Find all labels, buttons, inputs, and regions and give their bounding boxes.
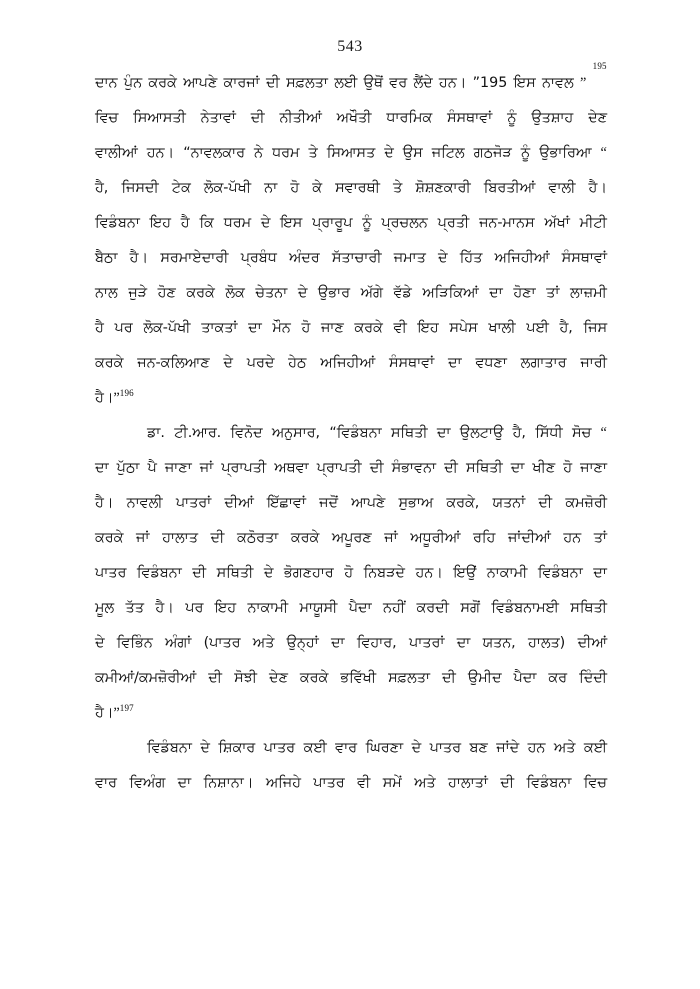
word: ਇਹ: [417, 320, 439, 336]
word: ਰਹਿ: [473, 530, 496, 546]
word: ਕਮਜ਼ੋਰੀ: [565, 495, 607, 511]
word: ਦੀ: [208, 670, 222, 686]
word: ਚੇਤਨਾ: [255, 285, 288, 301]
word: ਕਰਕੇ: [299, 670, 329, 686]
word: ਅਜਿਹੀਆਂ: [320, 355, 376, 371]
word: ਕੇ: [312, 180, 322, 196]
word: ਲੋਕ-ਪੱਖੀ: [143, 320, 191, 336]
word: ਲਈ: [334, 75, 358, 91]
page-body: [95, 61, 607, 801]
word: ਕਈ: [583, 740, 607, 756]
word: ਵਾਲੀਆਂ: [95, 145, 138, 161]
word: ਵਰ: [389, 75, 408, 91]
word: ਘਿਰਣਾ: [365, 740, 404, 756]
word: ਕਰਕੇ: [95, 530, 124, 546]
word: ਉਭਾਰਿਆ: [539, 145, 592, 161]
word: ਦੇ: [95, 635, 105, 651]
word: ਸਵਾਰਥੀ: [335, 180, 380, 196]
word: ਤੱਤ: [125, 600, 144, 616]
word: ਹਨ।: [415, 565, 443, 581]
word: ਅਥਵਾ: [274, 460, 309, 476]
line-text: ਹੈ।: [95, 390, 114, 406]
word: ਉਨ੍ਹਾਂ: [286, 635, 319, 651]
word: ਨੇਤਾਵਾਂ: [200, 110, 236, 126]
footnote-marker: 195: [592, 61, 607, 71]
word: ਵਿਹਾਰ,: [356, 635, 397, 651]
word: ਕਰਕੇ: [148, 75, 177, 91]
word: ਸਪੇਸ: [449, 320, 478, 336]
word: ਪੈਦਾ: [348, 600, 372, 616]
word: ਦੀਆਂ: [577, 635, 607, 651]
close-quote: ”: [113, 705, 120, 721]
word: ਟੀ.ਆਰ.: [174, 425, 222, 441]
word: ਦਾ: [330, 635, 345, 651]
word: ਨਹੀਂ: [383, 600, 406, 616]
word: ਜਾਣਾ: [580, 460, 607, 476]
word: ਹੋ: [290, 180, 300, 196]
text-line: [95, 346, 607, 381]
word: ਸਿਆਸਤੀ: [133, 110, 186, 126]
word: ਵੱਡੇ: [393, 285, 412, 301]
word: ਤਾਂ: [593, 530, 607, 546]
word: ਜਾਂ: [136, 530, 150, 546]
word: ਸਥਿਤੀ: [216, 565, 254, 581]
word: ਪਈ: [526, 320, 549, 336]
word: ਦੇ: [223, 355, 233, 371]
word: ਦੀ: [444, 460, 458, 476]
word: ਵਿਡੰਬਨਾ: [537, 565, 583, 581]
word: ਨੂੰ: [362, 215, 372, 231]
word: ਟੇਕ: [171, 180, 191, 196]
word: ਸਿਆਸਤ: [326, 145, 376, 161]
word: ਦੀ: [500, 775, 515, 791]
word: ਦਾ: [436, 425, 451, 441]
word: “ਨਾਵਲਕਾਰ: [183, 145, 245, 161]
word: ਸਫ਼ਲਤਾ: [286, 75, 328, 91]
word: ਵਿਭਿੰਨ: [116, 635, 153, 651]
word: ਕਠੋਰਤਾ: [236, 530, 279, 546]
word: ਨਾਵਲੀ: [126, 495, 163, 511]
paragraph-3: [95, 731, 607, 801]
word: ਹੈ,: [95, 180, 109, 196]
word: ਦੀ: [369, 460, 384, 476]
word: ਸੱਤਾਚਾਰੀ: [331, 250, 382, 266]
word: ਦੀਆਂ: [224, 495, 254, 511]
word: ਉਭਾਰ: [317, 285, 350, 301]
word: ਪੁੰਨ: [123, 75, 143, 91]
word: ਨਾਕਾਮੀ: [486, 565, 528, 581]
text-line: [95, 451, 607, 486]
word: ਦਾ: [456, 635, 471, 651]
word: ਸ਼ੋਸ਼ਣਕਾਰੀ: [415, 180, 471, 196]
word: ਬਣ: [469, 740, 488, 756]
text-line: [95, 661, 607, 696]
word: ਵਧਣਾ: [475, 355, 507, 371]
word: ਸਫ਼ਲਤਾ: [388, 670, 430, 686]
word: ਵਿਡੰਬਨਾ: [95, 215, 140, 231]
text-line: [95, 626, 607, 661]
word: ਅਨੁਸਾਰ,: [271, 425, 321, 441]
word: ਇਉਂ: [453, 565, 477, 581]
word: ਕਰਕੇ: [354, 320, 383, 336]
word: ਵਿਨੋਦ: [230, 425, 263, 441]
close-quote: ”: [579, 75, 587, 91]
word: ਹਾਲਾਤਾਂ: [448, 775, 488, 791]
word: ਜਾਣਾ: [164, 460, 192, 476]
word: ਅੱਖਾਂ: [544, 215, 570, 231]
word: ਹੋ: [563, 460, 572, 476]
word: ਉਥੋਂ: [363, 75, 383, 91]
text-line: [95, 591, 607, 626]
text-line: [95, 521, 607, 556]
word: ਹੈ: [180, 215, 190, 231]
word: ਇੱਛਾਵਾਂ: [267, 495, 306, 511]
line-text: ਹੈ।: [95, 705, 114, 721]
word: ਉਲਟਾਉ: [459, 425, 504, 441]
word: ਪਾਤਰ: [313, 775, 345, 791]
word: ਉਤਸ਼ਾਹ: [531, 110, 574, 126]
word: ਸਥਿਤੀ: [465, 460, 503, 476]
word: ਤੇ: [308, 145, 318, 161]
word: ਵਿਡੰਬਨਾ: [136, 565, 182, 581]
word: ਹਾਲਾਤ: [162, 530, 198, 546]
word: ਤੇ: [393, 180, 403, 196]
word: ਤਾਕਤਾਂ: [201, 320, 238, 336]
word: ਜਾਰੀ: [580, 355, 607, 371]
word: “ਵਿਡੰਬਨਾ: [329, 425, 382, 441]
word: ਹੈ।: [155, 600, 174, 616]
word: ਪਰ: [114, 320, 133, 336]
word: ਵਿਡੰਬਨਾ: [526, 775, 572, 791]
word: ਪਰ: [185, 600, 204, 616]
text-line: [95, 101, 607, 136]
word: ਕਾਰਜਾਂ: [223, 75, 260, 91]
word: ਵਿਅੰਗ: [129, 775, 166, 791]
word: ਅਜਿਹੀਆਂ: [494, 250, 550, 266]
word: ਨਿਬੜਦੇ: [363, 565, 405, 581]
text-line-last: [95, 381, 607, 416]
word: ਕਰਕੇ: [290, 530, 320, 546]
word: ਅਧੂਰੀਆਂ: [410, 530, 461, 546]
word: ਵਿਚ: [583, 775, 607, 791]
word: ਹੋ: [301, 320, 311, 336]
word: ਪੈਦਾ: [513, 670, 537, 686]
word: ਧਰਮ: [223, 215, 251, 231]
word: ਮੂਲ: [95, 600, 115, 616]
word: ਪੈ: [147, 460, 157, 476]
word: ਹੇਠ: [288, 355, 307, 371]
word: ਜਦੋਂ: [319, 495, 338, 511]
word: ਹਾਲਤ): [528, 635, 566, 651]
word: ਨਾਲ: [95, 285, 118, 301]
word: ਦਾ: [95, 460, 109, 476]
word: ਹੋਣ: [157, 285, 176, 301]
word: ਨੇ: [254, 145, 263, 161]
word: ਡਾ.: [147, 425, 165, 441]
word: ਪ੍ਰਾਪਤੀ: [316, 460, 362, 476]
word: ਭਵਿੱਖੀ: [340, 670, 377, 686]
word: ਅਤੇ: [553, 740, 576, 756]
word: ਵਾਰ: [95, 775, 117, 791]
word: ਇਸ: [513, 75, 536, 91]
word: ਨਾਵਲ: [541, 75, 574, 91]
word: ਕਈ: [303, 740, 327, 756]
word: ਦਾ: [177, 775, 192, 791]
word: ਲੋਕ-ਪੱਖੀ: [203, 180, 252, 196]
word: ਸੰਸਥਾਵਾਂ: [561, 250, 607, 266]
word: ਕਰ: [548, 670, 568, 686]
word: ਸੋਝੀ: [234, 670, 257, 686]
word: ਨਾਕਾਮੀ: [247, 600, 289, 616]
word: ਪਰਦੇ: [246, 355, 275, 371]
word: ਮੀਟੀ: [579, 215, 607, 231]
word: ਲਗਾਤਾਰ: [520, 355, 567, 371]
word: ਨਾ: [264, 180, 278, 196]
word: ਸੰਸਥਾਵਾਂ: [388, 355, 435, 371]
open-quote: “: [600, 145, 607, 161]
word: ਸੋਚ: [572, 425, 592, 441]
word: ਲੋਕ: [225, 285, 245, 301]
word: ਜਾਣ: [320, 320, 344, 336]
word: ਕਰਦੀ: [416, 600, 449, 616]
word: ਜਨ-ਮਾਨਸ: [479, 215, 535, 231]
word: ਬੈਠਾ: [95, 250, 118, 266]
word: ਅੰਗਾਂ: [164, 635, 192, 651]
word: ਯਤਨ,: [482, 635, 516, 651]
word: ਹੈ।: [129, 250, 149, 266]
word: ਅਤੇ: [252, 635, 275, 651]
word: ਵਿਡੰਬਨਾ: [147, 740, 192, 756]
word: ਕਰਕੇ: [186, 285, 215, 301]
word: ਪਾਤਰਾਂ: [175, 495, 212, 511]
word: ਜਟਿਲ: [431, 145, 465, 161]
word: ਭੋਗਣਹਾਰ: [283, 565, 334, 581]
word: ਸਮੇਂ: [382, 775, 402, 791]
word: ਆਪਣੇ: [183, 75, 218, 91]
word: ਦਾ: [448, 355, 462, 371]
word: ਉਮੀਦ: [467, 670, 502, 686]
word: ਵਾਰ: [335, 740, 358, 756]
word: ਪ੍ਰਾਰੂਪ: [312, 215, 353, 231]
word: ਮੌਨ: [272, 320, 291, 336]
word: ਕਰਕੇ,: [446, 495, 480, 511]
word: ਪੁੱਠਾ: [116, 460, 140, 476]
word: ਅਤੇ: [414, 775, 436, 791]
word: ਪਾਤਰ: [429, 740, 461, 756]
word: ਹੈ,: [559, 320, 573, 336]
word: ਲੈਂਦੇ: [413, 75, 433, 91]
word: ਤਾਂ: [546, 285, 560, 301]
text-line: [95, 486, 607, 521]
paragraph-2: [95, 416, 607, 731]
word: ਨੀਤੀਆਂ: [279, 110, 322, 126]
word: ਦੀ: [192, 565, 207, 581]
word: (ਪਾਤਰ: [203, 635, 241, 651]
word: ਦਾ: [248, 320, 262, 336]
word: ਆਪਣੇ: [351, 495, 386, 511]
text-line-last: [95, 696, 607, 731]
word: ”195: [472, 75, 508, 91]
word: ਸ਼ਿਕਾਰ: [218, 740, 256, 756]
word: ਅੜਿਕਿਆਂ: [422, 285, 479, 301]
word: ਉਸ: [402, 145, 423, 161]
word: ਪ੍ਰਾਪਤੀ: [221, 460, 267, 476]
word: ਵਾਲੀ: [548, 180, 576, 196]
word: ਦੇ: [263, 565, 274, 581]
word: ਪਾਤਰਾਂ: [409, 635, 445, 651]
text-line: [95, 61, 607, 101]
word: ਸੁਭਾਅ: [398, 495, 434, 511]
word: ਵੀ: [357, 775, 371, 791]
word: ਕਰਕੇ: [95, 355, 124, 371]
word: ਸਥਿਤੀ: [570, 600, 607, 616]
word: ਹਿੱਤ: [459, 250, 483, 266]
word: ਜਾਂਦੀਆਂ: [507, 530, 551, 546]
word: ਹੈ,: [512, 425, 526, 441]
word: ਸਰਮਾਏਦਾਰੀ: [160, 250, 229, 266]
word: ਪਾਤਰ: [263, 740, 296, 756]
word: ਸੰਭਾਵਨਾ: [391, 460, 436, 476]
word: ਦੇ: [384, 145, 394, 161]
word: ਨੂੰ: [520, 145, 531, 161]
word: ਜਾਂ: [199, 460, 214, 476]
word: ਪਾਤਰ: [95, 565, 127, 581]
word: ਅਪੂਰਣ: [331, 530, 372, 546]
word: ਦੇਣ: [588, 110, 607, 126]
word: ਧਾਰਮਿਕ: [386, 110, 433, 126]
word: ਹੋ: [344, 565, 354, 581]
word: ਹਨ: [563, 530, 582, 546]
word: ਗਠਜੋੜ: [473, 145, 512, 161]
word: ਹੈ।: [588, 180, 607, 196]
word: ਨਿਸ਼ਾਨਾ।: [203, 775, 254, 791]
text-line: [95, 241, 607, 276]
word: ਜਿਸ: [583, 320, 607, 336]
word: ਅਖੌਤੀ: [336, 110, 372, 126]
word: ਪ੍ਰਚਲਨ: [381, 215, 428, 231]
word: ਜੁੜੇ: [128, 285, 147, 301]
text-line: [95, 206, 607, 241]
word: ਦੇ: [260, 215, 271, 231]
word: ਦੀ: [265, 75, 280, 91]
text-line: [95, 311, 607, 346]
word: ਦੀ: [442, 670, 456, 686]
word: ਵਿਚ: [95, 110, 119, 126]
word: ਹਨ।: [438, 75, 467, 91]
word: ਜਾਂਦੇ: [496, 740, 520, 756]
close-quote: ”: [113, 390, 120, 406]
word: ਹਨ: [527, 740, 546, 756]
word: ਪ੍ਰਤੀ: [437, 215, 470, 231]
text-line: [95, 556, 607, 591]
word: ਅਜਿਹੇ: [265, 775, 301, 791]
word: ਦੀ: [538, 495, 553, 511]
word: ਦੇ: [411, 740, 422, 756]
word: ਯਤਨਾਂ: [492, 495, 526, 511]
word: ਵਿਡੰਬਨਾਮਈ: [491, 600, 559, 616]
word: ਮਾਯੂਸੀ: [299, 600, 338, 616]
word: ਇਹ: [149, 215, 171, 231]
word: ਦੇ: [200, 740, 210, 756]
word: ਜਿਸਦੀ: [121, 180, 159, 196]
word: ਦਾਨ: [95, 75, 118, 91]
word: ਦੀ: [250, 110, 265, 126]
word: ਦੇ: [297, 285, 308, 301]
open-quote: “: [600, 425, 607, 441]
word: ਸਥਿਤੀ: [390, 425, 428, 441]
word: ਜਨ-ਕਲਿਆਣ: [137, 355, 210, 371]
word: ਹਨ।: [146, 145, 175, 161]
text-line: [95, 136, 607, 171]
word: ਅੰਦਰ: [288, 250, 320, 266]
word: ਜਮਾਤ: [393, 250, 426, 266]
word: ਦੀ: [210, 530, 225, 546]
text-line: [95, 276, 607, 311]
page-number: 543: [337, 38, 363, 55]
word: ਧਰਮ: [272, 145, 300, 161]
word: ਬਿਰਤੀਆਂ: [483, 180, 536, 196]
text-line: [95, 171, 607, 206]
word: ਖੀਣ: [532, 460, 556, 476]
word: ਪ੍ਰਬੰਧ: [240, 250, 277, 266]
word: ਸਗੋਂ: [460, 600, 480, 616]
word: ਦਾ: [593, 565, 607, 581]
word: ਦੇ: [437, 250, 448, 266]
word: ਦੇਣ: [269, 670, 288, 686]
paragraph-1: [95, 61, 607, 416]
word: ਲਾਜ਼ਮੀ: [570, 285, 607, 301]
footnote-marker: 196: [119, 388, 134, 399]
word: ਜਾਂ: [384, 530, 398, 546]
word: ਦਾ: [489, 285, 503, 301]
footnote-marker: 197: [119, 703, 134, 714]
word: ਹੋਣਾ: [513, 285, 536, 301]
word: ਸੰਸਥਾਵਾਂ: [447, 110, 493, 126]
text-line: [95, 766, 607, 801]
word: ਕਿ: [199, 215, 214, 231]
word: ਇਸ: [280, 215, 303, 231]
word: ਇਹ: [214, 600, 236, 616]
word: ਹੈ: [95, 320, 104, 336]
word: ਦਾ: [510, 460, 525, 476]
word: ਹੈ।: [95, 495, 114, 511]
word: ਖਾਲੀ: [488, 320, 516, 336]
text-line: [95, 731, 607, 766]
word: ਨੂੰ: [507, 110, 517, 126]
word: ਦਿੰਦੀ: [579, 670, 607, 686]
word: ਅੱਗੇ: [360, 285, 383, 301]
word: ਸਿੱਧੀ: [535, 425, 563, 441]
word: ਕਮੀਆਂ/ਕਮਜ਼ੋਰੀਆਂ: [95, 670, 197, 686]
text-line: [95, 416, 607, 451]
word: ਵੀ: [393, 320, 407, 336]
